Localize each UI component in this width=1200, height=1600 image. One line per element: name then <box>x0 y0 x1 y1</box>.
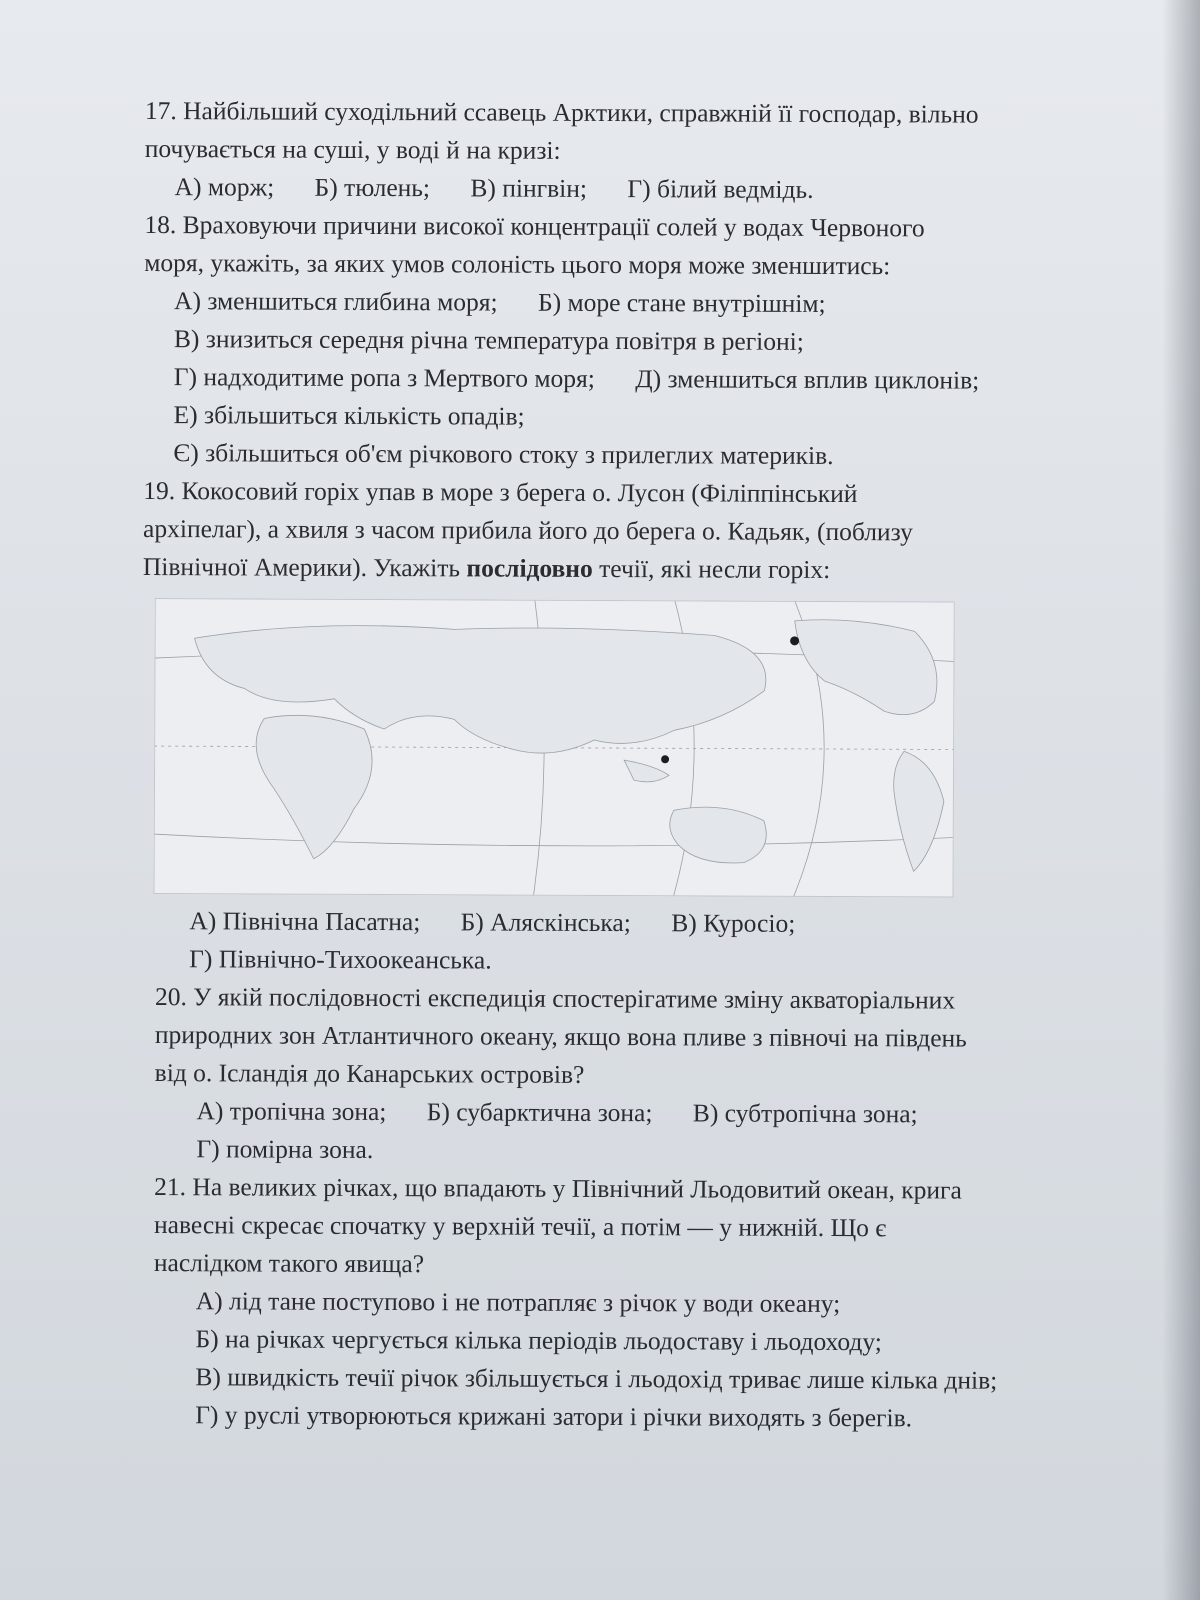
question-21-options-row-3 <box>153 1358 1159 1400</box>
option-b[interactable]: Б) на річках чергується кілька періодів льодоставу і льодоходу; <box>195 1324 882 1357</box>
question-19-options-row-1 <box>141 902 1161 944</box>
option-g[interactable]: Г) надходитиме ропа з Мертвого моря; <box>173 362 595 393</box>
map-marker-luzon[interactable] <box>661 755 669 763</box>
option-a[interactable]: А) тропічна зона; <box>196 1096 387 1127</box>
option-a[interactable]: А) зменшиться глибина моря; <box>174 286 498 317</box>
option-b[interactable]: Б) море стане внутрішнім; <box>537 287 826 318</box>
question-17-line-2: почувається на суші, у воді й на кризі: <box>144 133 561 165</box>
question-18-options-row-3 <box>144 358 1164 400</box>
option-a[interactable]: А) морж; <box>174 172 275 202</box>
option-g[interactable]: Г) помірна зона. <box>196 1134 374 1165</box>
world-map <box>154 598 955 897</box>
option-b[interactable]: Б) субарктична зона; <box>426 1097 653 1128</box>
option-g[interactable]: Г) Північно-Тихоокеанська. <box>189 944 492 975</box>
question-19-emphasis: послідовно <box>466 553 593 583</box>
question-17-line-1: 17. Найбільший суходільний ссавець Арктики, справжній її господар, вільно <box>144 95 979 129</box>
option-a[interactable]: А) Північна Пасатна; <box>189 906 421 937</box>
option-b[interactable]: Б) Аляскінська; <box>460 907 631 938</box>
question-19-line-3-start: Північної Америки). Укажіть <box>142 551 467 583</box>
question-21-options-row-4 <box>153 1396 1159 1438</box>
question-21 <box>139 1168 1160 1438</box>
world-map-svg <box>154 598 955 897</box>
option-v[interactable]: В) швидкість течії річок збільшується і льодохід триває лише кілька днів; <box>195 1362 998 1395</box>
option-v[interactable]: В) субтропічна зона; <box>692 1098 918 1129</box>
option-g[interactable]: Г) білий ведмідь. <box>627 174 814 204</box>
question-20 <box>140 978 1161 1172</box>
question-18-options-row-4 <box>144 396 1164 438</box>
question-19-line-3-end: течії, які несли горіх: <box>592 553 831 584</box>
question-17-options <box>145 168 1165 210</box>
question-18 <box>143 206 1164 476</box>
option-v[interactable]: В) знизиться середня річна температура повітря в регіоні; <box>173 324 804 356</box>
option-d[interactable]: Д) зменшиться вплив циклонів; <box>635 364 980 395</box>
option-v[interactable]: В) пінгвін; <box>470 173 588 203</box>
question-20-line-2: природних зон Атлантичного океану, якщо вона пливе з півночі на південь <box>154 1020 967 1053</box>
question-18-options-row-1 <box>144 282 1164 324</box>
option-g[interactable]: Г) у руслі утворюються крижані затори і річки виходять з берегів. <box>195 1400 913 1433</box>
exam-content <box>139 92 1165 1438</box>
question-20-line-3: від о. Ісландія до Канарських островів? <box>154 1058 585 1089</box>
map-marker-kodiak[interactable] <box>790 636 799 645</box>
question-19-options-row-2 <box>141 940 1161 982</box>
option-e[interactable]: Е) збільшиться кількість опадів; <box>173 400 525 431</box>
question-17 <box>145 92 1165 210</box>
question-21-line-2: навесні скресає спочатку у верхній течії, а потім — у нижній. Що є <box>153 1210 887 1243</box>
question-18-options-row-2 <box>144 320 1164 362</box>
option-v[interactable]: В) Куросіо; <box>671 908 796 938</box>
option-a[interactable]: А) лід тане поступово і не потрапляє з річок у води океану; <box>195 1286 841 1319</box>
option-b[interactable]: Б) тюлень; <box>314 172 431 203</box>
question-18-line-1: 18. Враховуючи причини високої концентрації солей у водах Червоного <box>144 209 925 243</box>
question-19-line-2: архіпелаг), а хвиля з часом прибила його до берега о. Кадьяк, (поблизу <box>143 513 913 547</box>
question-19-line-1: 19. Кокосовий горіх упав в море з берега о. Лусон (Філіппінський <box>143 475 858 509</box>
question-21-line-3: наслідком такого явища? <box>153 1248 425 1279</box>
question-18-options-row-5 <box>143 434 1163 476</box>
question-21-line-1: 21. На великих річках, що впадають у Північний Льодовитий океан, крига <box>154 1172 962 1205</box>
page-edge-shadow <box>1162 0 1200 1600</box>
option-ye[interactable]: Є) збільшиться об'єм річкового стоку з прилеглих материків. <box>173 438 834 471</box>
question-20-line-1: 20. У якій послідовності експедиція спостерігатиме зміну акваторіальних <box>154 982 956 1015</box>
question-21-options-row-1 <box>154 1282 1160 1324</box>
question-18-line-2: моря, укажіть, за яких умов солоність цього моря може зменшитись: <box>144 247 891 281</box>
question-19-line-3 <box>143 548 1163 590</box>
question-19 <box>141 472 1163 982</box>
question-20-options-row-2 <box>154 1130 1160 1172</box>
question-20-options-row-1 <box>154 1092 1160 1134</box>
question-21-options-row-2 <box>153 1320 1159 1362</box>
